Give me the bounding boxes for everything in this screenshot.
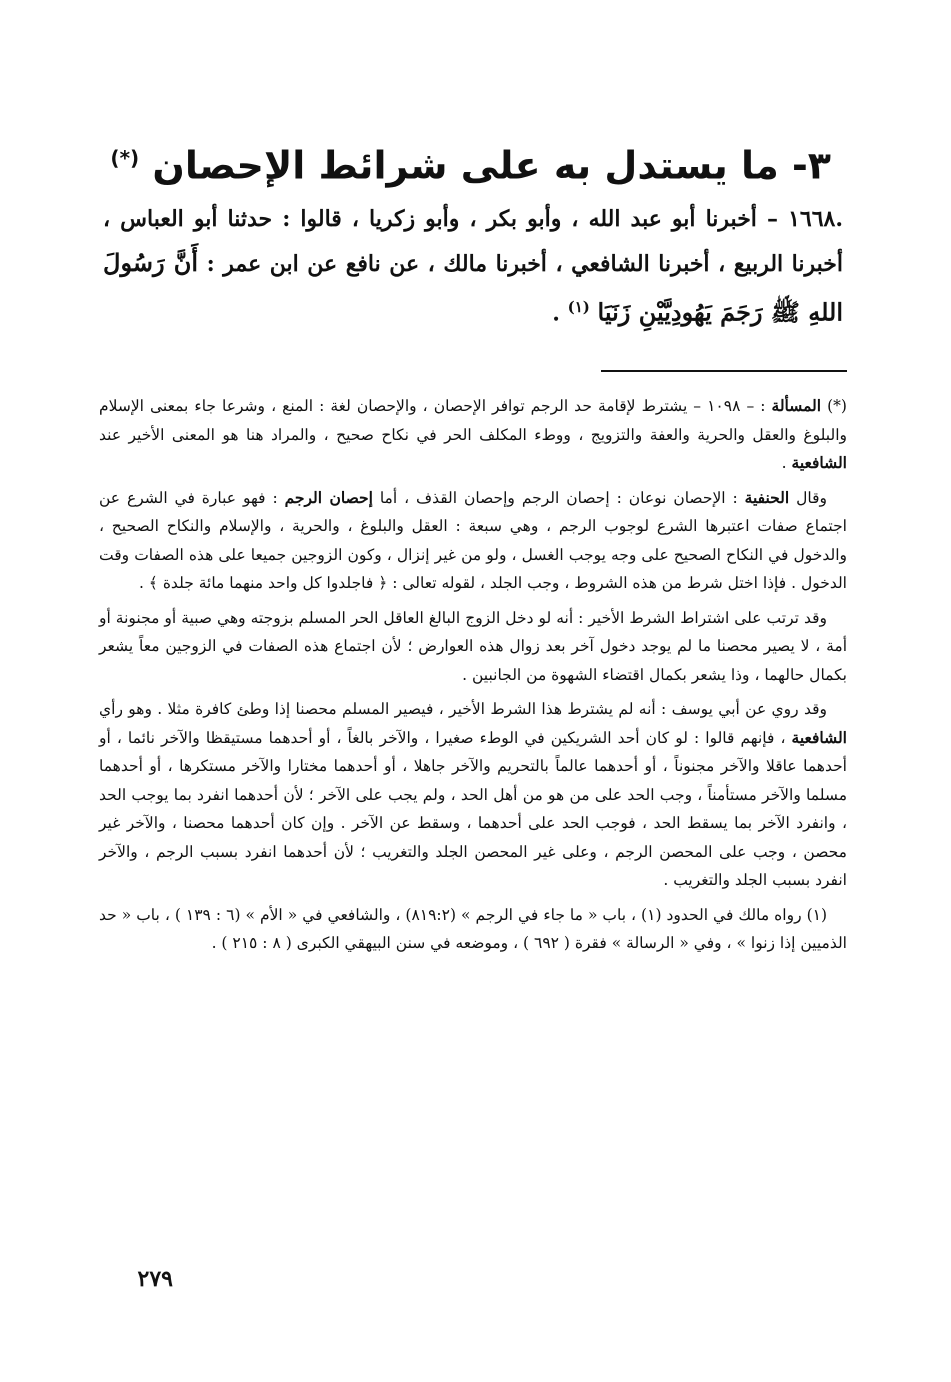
note-masala-label: المسألة bbox=[771, 396, 822, 415]
hadith-text bbox=[103, 198, 843, 335]
note-text: وقد روي عن أبي يوسف : أنه لم يشترط هذا الشرط الأخير ، فيصير المسلم محصنا إذا وطئ كافرة مثلا . وهو رأي bbox=[99, 700, 827, 718]
hadith-matn: أَنَّ رَسُولَ اللهِ ﷺ رَجَمَ يَهُودِيَّيْنِ زَنَيَا bbox=[103, 248, 843, 327]
note-hanafiyya: الحنفية bbox=[744, 487, 790, 507]
footnote-abu-yusuf bbox=[99, 695, 847, 895]
hadith-footnote-ref: (١) bbox=[567, 298, 590, 316]
footnote-condition: وقد ترتب على اشتراط الشرط الأخير : أنه لو دخل الزوج البالغ العاقل الحر المسلم بزوجته وهي صبية أو مجنونة أو أمة ، لا يصير محصنا ما لم يوجد دخول آخر بعد زوال هذه العوارض ؛ لأن اجتماع هذه الصفات في الزوجين معاً يشعر بكمال حالهما ، وذا يشعر بكمال اقتضاء الشهوة من الجانبين . bbox=[99, 608, 847, 684]
hadith-isnad: .١٦٦٨ – أخبرنا أبو عبد الله ، وأبو بكر ، وأبو زكريا ، قالوا : حدثنا أبو العباس ، أخبرنا الربيع ، أخبرنا الشافعي ، أخبرنا مالك ، عن نافع عن ابن عمر : bbox=[103, 206, 843, 277]
footnotes bbox=[99, 392, 847, 964]
note-text: ، فإنهم قالوا : لو كان أحد الشريكين في الوطء صغيرا ، والآخر بالغاً ، أو أحدهما مستيقظا والآخر نائما ، أو أحدهما عاقلا والآخر مجنوناً ، أو أحدهما عالماً بالتحريم والآخر جاهلا ، أو أحدهما مختارا والآخر مستكرها ، أو أحدهما مسلما والآخر مستأمناً ، وجب الحد على من هو من أهل الحد ، ولم يجب على الآخر ؛ لأن أحدهما انفرد بما يوجب الحد ، وانفرد الآخر بما يسقط الحد ، فوجب الحد على أحدهما ، وسقط عن الآخر . وإن كان أحدهما محصنا ، والآخر غير محصن ، وجب على المحصن الرجم ، وعلى غير المحصن الجلد والتغريب ؛ لأن أحدهما انفرد بسبب الرجم ، والآخر انفرد بسبب الجلد والتغريب . bbox=[99, 728, 847, 889]
footnote-hanafiyya bbox=[99, 484, 847, 598]
note-text: : فهو عبارة في الشرع عن اجتماع صفات اعتبرها الشرع لوجوب الرجم ، وهي سبعة : العقل والبلوغ ، والحرية ، والإسلام والنكاح الصحيح ، والدخول في النكاح الصحيح على وجه يوجب الغسل ، ولو من غير إنزال ، وكون الزوجين جميعا على هذه الصفات وقت الدخول . فإذا اختل شرط من هذه الشروط ، وجب الجلد ، لقوله تعالى : ﴿ فاجلدوا كل واحد منهما مائة جلدة ﴾ . bbox=[99, 488, 847, 592]
section-heading bbox=[110, 128, 831, 196]
page-number: ٢٧٩ bbox=[137, 1266, 173, 1292]
heading-footnote-marker: (*) bbox=[110, 146, 140, 170]
hadith-end: . bbox=[552, 300, 560, 327]
note-shafiiyya: الشافعية bbox=[791, 727, 847, 747]
note-marker: (*) bbox=[821, 397, 847, 415]
note-ihsan-rajm: إحصان الرجم bbox=[284, 487, 373, 507]
footnote-star bbox=[99, 392, 847, 478]
footnote-separator bbox=[601, 370, 847, 372]
note-text-end: . bbox=[781, 454, 792, 472]
note-text: : – ١٠٩٨ – يشترط لإقامة حد الرجم توافر الإحصان ، والإحصان لغة : المنع ، وشرعا جاء بمعنى الإسلام والبلوغ والعقل والحرية والعفة والتزويج ، ووطء المكلف الحر في نكاح صحيح ، والمراد هنا هو المعنى الأخير عند bbox=[99, 397, 847, 444]
note-shafiiyya: الشافعية bbox=[791, 453, 847, 472]
note-text: وقال bbox=[789, 488, 828, 507]
footnote-1-takhrij: (١) رواه مالك في الحدود (١) ، باب « ما جاء في الرجم » (٨١٩:٢) ، والشافعي في « الأم » (٦ : ١٣٩ ) ، باب « حد الذميين إذا زنوا » ، وفي « الرسالة » فقرة ( ٦٩٢ ) ، وموضعه في سنن البيهقي الكبرى ( ٨ : ٢١٥ ) . bbox=[99, 905, 847, 952]
heading-title: ٣- ما يستدل به على شرائط الإحصان bbox=[152, 143, 831, 188]
note-text: : الإحصان نوعان : إحصان الرجم وإحصان القذف ، أما bbox=[372, 488, 745, 507]
